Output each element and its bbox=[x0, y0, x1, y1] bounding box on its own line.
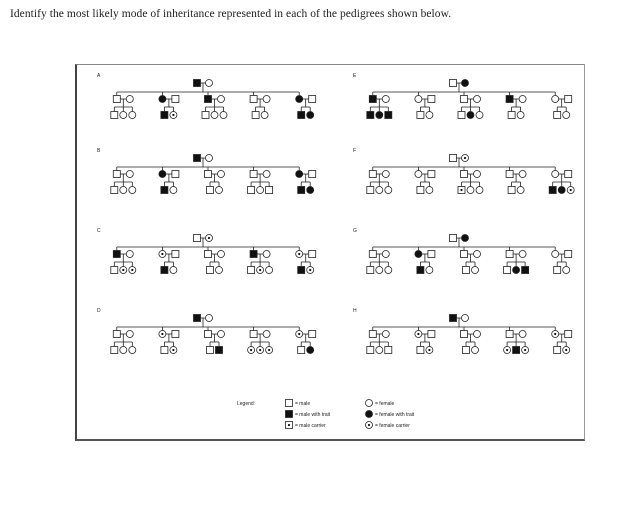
female-symbol bbox=[476, 112, 483, 119]
female-symbol bbox=[126, 331, 133, 338]
affected-female-symbol bbox=[467, 112, 474, 119]
affected-female-symbol bbox=[415, 251, 422, 258]
female-symbol bbox=[552, 96, 559, 103]
male-symbol bbox=[194, 235, 201, 242]
carrier-dot bbox=[122, 269, 124, 271]
female-symbol bbox=[476, 187, 483, 194]
female-symbol bbox=[474, 251, 481, 258]
female-symbol bbox=[129, 187, 136, 194]
male-symbol bbox=[508, 187, 515, 194]
male-symbol bbox=[172, 251, 179, 258]
male-symbol bbox=[266, 187, 273, 194]
male-symbol bbox=[417, 187, 424, 194]
female-symbol bbox=[126, 171, 133, 178]
pedigree-label: B bbox=[97, 148, 101, 154]
male-symbol bbox=[385, 347, 392, 354]
male-symbol bbox=[367, 187, 374, 194]
male-symbol bbox=[463, 347, 470, 354]
male-symbol bbox=[298, 347, 305, 354]
male-symbol bbox=[428, 96, 435, 103]
male-symbol bbox=[172, 96, 179, 103]
pedigree-label: H bbox=[353, 308, 357, 314]
affected-male-symbol bbox=[549, 187, 556, 194]
male-symbol bbox=[161, 347, 168, 354]
pedigree-h bbox=[353, 308, 572, 354]
carrier-dot bbox=[524, 349, 526, 351]
male-symbol bbox=[428, 331, 435, 338]
affected-male-symbol bbox=[369, 96, 376, 103]
legend-item-label: = male bbox=[295, 401, 311, 407]
male-symbol bbox=[428, 171, 435, 178]
male-symbol bbox=[554, 347, 561, 354]
male-symbol bbox=[205, 171, 212, 178]
female-symbol bbox=[382, 171, 389, 178]
male-symbol bbox=[461, 251, 468, 258]
pedigree-label: A bbox=[97, 73, 101, 79]
female-symbol bbox=[519, 171, 526, 178]
carrier-dot bbox=[368, 424, 370, 426]
female-symbol bbox=[216, 187, 223, 194]
male-symbol bbox=[369, 171, 376, 178]
female-symbol bbox=[552, 171, 559, 178]
carrier-dot bbox=[288, 424, 290, 426]
female-symbol bbox=[218, 331, 225, 338]
affected-male-symbol bbox=[298, 187, 305, 194]
male-symbol bbox=[111, 187, 118, 194]
male-symbol bbox=[417, 347, 424, 354]
affected-female-symbol bbox=[462, 80, 469, 87]
female-symbol bbox=[120, 112, 127, 119]
male-symbol bbox=[554, 112, 561, 119]
carrier-dot bbox=[554, 333, 556, 335]
affected-male-symbol bbox=[194, 80, 201, 87]
affected-male-symbol bbox=[286, 411, 293, 418]
affected-male-symbol bbox=[298, 112, 305, 119]
male-symbol bbox=[248, 187, 255, 194]
carrier-dot bbox=[250, 349, 252, 351]
carrier-dot bbox=[565, 349, 567, 351]
male-symbol bbox=[111, 347, 118, 354]
male-symbol bbox=[250, 96, 257, 103]
affected-male-symbol bbox=[417, 267, 424, 274]
female-symbol bbox=[376, 347, 383, 354]
affected-male-symbol bbox=[216, 347, 223, 354]
female-symbol bbox=[467, 187, 474, 194]
affected-female-symbol bbox=[307, 112, 314, 119]
carrier-dot bbox=[570, 189, 572, 191]
pedigree-label: F bbox=[353, 148, 357, 154]
male-symbol bbox=[450, 80, 457, 87]
male-symbol bbox=[417, 112, 424, 119]
male-symbol bbox=[111, 267, 118, 274]
female-symbol bbox=[126, 96, 133, 103]
carrier-dot bbox=[208, 237, 210, 239]
female-symbol bbox=[382, 331, 389, 338]
carrier-dot bbox=[172, 114, 174, 116]
legend-item-label: = female with trait bbox=[375, 412, 415, 418]
female-symbol bbox=[382, 251, 389, 258]
legend-title: Legend: bbox=[237, 401, 256, 407]
legend bbox=[237, 400, 415, 430]
female-symbol bbox=[120, 347, 127, 354]
female-symbol bbox=[519, 251, 526, 258]
male-symbol bbox=[113, 331, 120, 338]
male-symbol bbox=[461, 171, 468, 178]
female-symbol bbox=[415, 96, 422, 103]
male-symbol bbox=[369, 251, 376, 258]
male-symbol bbox=[309, 331, 316, 338]
carrier-dot bbox=[428, 349, 430, 351]
carrier-dot bbox=[298, 253, 300, 255]
female-symbol bbox=[126, 251, 133, 258]
carrier-dot bbox=[464, 157, 466, 159]
female-symbol bbox=[376, 187, 383, 194]
question-text: Identify the most likely mode of inheritance represented in each of the pedigrees shown below. bbox=[10, 8, 452, 20]
pedigree-label: C bbox=[97, 228, 101, 234]
pedigree-label: D bbox=[97, 308, 101, 314]
male-symbol bbox=[565, 96, 572, 103]
legend-item-label: = female carrier bbox=[375, 423, 410, 429]
affected-female-symbol bbox=[366, 411, 373, 418]
male-symbol bbox=[172, 171, 179, 178]
female-symbol bbox=[263, 331, 270, 338]
female-symbol bbox=[216, 267, 223, 274]
pedigree-e bbox=[353, 73, 572, 119]
pedigree-a bbox=[97, 73, 316, 119]
male-symbol bbox=[309, 171, 316, 178]
male-symbol bbox=[554, 267, 561, 274]
female-symbol bbox=[474, 96, 481, 103]
female-symbol bbox=[170, 187, 177, 194]
affected-male-symbol bbox=[450, 315, 457, 322]
affected-male-symbol bbox=[161, 267, 168, 274]
male-symbol bbox=[207, 187, 214, 194]
female-symbol bbox=[206, 155, 213, 162]
male-symbol bbox=[506, 171, 513, 178]
female-symbol bbox=[519, 96, 526, 103]
affected-male-symbol bbox=[205, 96, 212, 103]
male-symbol bbox=[506, 251, 513, 258]
affected-female-symbol bbox=[376, 112, 383, 119]
male-symbol bbox=[450, 155, 457, 162]
male-symbol bbox=[205, 251, 212, 258]
female-symbol bbox=[426, 187, 433, 194]
affected-male-symbol bbox=[385, 112, 392, 119]
pedigree-f bbox=[353, 148, 574, 194]
female-symbol bbox=[376, 267, 383, 274]
female-symbol bbox=[206, 80, 213, 87]
male-symbol bbox=[113, 96, 120, 103]
pedigree-label: E bbox=[353, 73, 357, 79]
affected-female-symbol bbox=[462, 235, 469, 242]
female-symbol bbox=[263, 171, 270, 178]
male-symbol bbox=[428, 251, 435, 258]
carrier-dot bbox=[460, 189, 462, 191]
affected-male-symbol bbox=[194, 315, 201, 322]
male-symbol bbox=[250, 331, 257, 338]
male-symbol bbox=[252, 112, 259, 119]
male-symbol bbox=[565, 171, 572, 178]
legend-item-label: = male carrier bbox=[295, 423, 326, 429]
legend-item-label: = male with trait bbox=[295, 412, 331, 418]
male-symbol bbox=[309, 96, 316, 103]
female-symbol bbox=[517, 187, 524, 194]
pedigree-d bbox=[97, 308, 316, 354]
affected-male-symbol bbox=[298, 267, 305, 274]
male-symbol bbox=[205, 331, 212, 338]
legend-item-label: = female bbox=[375, 401, 395, 407]
affected-male-symbol bbox=[367, 112, 374, 119]
male-symbol bbox=[207, 347, 214, 354]
affected-female-symbol bbox=[159, 171, 166, 178]
pedigree-c bbox=[97, 228, 316, 274]
female-symbol bbox=[474, 331, 481, 338]
carrier-dot bbox=[268, 349, 270, 351]
carrier-dot bbox=[131, 269, 133, 271]
carrier-dot bbox=[298, 333, 300, 335]
female-symbol bbox=[211, 112, 218, 119]
affected-female-symbol bbox=[296, 96, 303, 103]
carrier-dot bbox=[309, 269, 311, 271]
male-symbol bbox=[458, 112, 465, 119]
male-symbol bbox=[202, 112, 209, 119]
female-symbol bbox=[218, 96, 225, 103]
female-symbol bbox=[472, 347, 479, 354]
affected-female-symbol bbox=[159, 96, 166, 103]
pedigree-label: G bbox=[353, 228, 357, 234]
male-symbol bbox=[369, 331, 376, 338]
female-symbol bbox=[266, 267, 273, 274]
female-symbol bbox=[263, 251, 270, 258]
male-symbol bbox=[248, 267, 255, 274]
carrier-dot bbox=[172, 349, 174, 351]
male-symbol bbox=[367, 347, 374, 354]
affected-female-symbol bbox=[307, 187, 314, 194]
affected-female-symbol bbox=[558, 187, 565, 194]
male-symbol bbox=[565, 251, 572, 258]
female-symbol bbox=[366, 400, 373, 407]
female-symbol bbox=[462, 315, 469, 322]
female-symbol bbox=[257, 187, 264, 194]
pedigree-figure bbox=[75, 64, 585, 441]
female-symbol bbox=[120, 187, 127, 194]
female-symbol bbox=[263, 96, 270, 103]
female-symbol bbox=[129, 347, 136, 354]
affected-male-symbol bbox=[522, 267, 529, 274]
female-symbol bbox=[206, 315, 213, 322]
female-symbol bbox=[563, 112, 570, 119]
carrier-dot bbox=[259, 349, 261, 351]
male-symbol bbox=[172, 331, 179, 338]
male-symbol bbox=[309, 251, 316, 258]
affected-female-symbol bbox=[513, 267, 520, 274]
female-symbol bbox=[261, 112, 268, 119]
male-symbol bbox=[367, 267, 374, 274]
female-symbol bbox=[385, 267, 392, 274]
female-symbol bbox=[474, 171, 481, 178]
female-symbol bbox=[552, 251, 559, 258]
female-symbol bbox=[170, 267, 177, 274]
male-symbol bbox=[508, 112, 515, 119]
male-symbol bbox=[506, 331, 513, 338]
male-symbol bbox=[450, 235, 457, 242]
female-symbol bbox=[218, 251, 225, 258]
male-symbol bbox=[286, 400, 293, 407]
carrier-dot bbox=[259, 269, 261, 271]
female-symbol bbox=[563, 267, 570, 274]
affected-male-symbol bbox=[113, 251, 120, 258]
carrier-dot bbox=[161, 333, 163, 335]
male-symbol bbox=[463, 267, 470, 274]
affected-female-symbol bbox=[296, 171, 303, 178]
female-symbol bbox=[385, 187, 392, 194]
female-symbol bbox=[426, 267, 433, 274]
pedigree-g bbox=[353, 228, 572, 274]
pedigree-diagrams bbox=[77, 65, 584, 439]
pedigree-b bbox=[97, 148, 316, 194]
affected-male-symbol bbox=[161, 187, 168, 194]
female-symbol bbox=[129, 112, 136, 119]
affected-female-symbol bbox=[307, 347, 314, 354]
carrier-dot bbox=[417, 333, 419, 335]
male-symbol bbox=[504, 267, 511, 274]
female-symbol bbox=[415, 171, 422, 178]
female-symbol bbox=[218, 171, 225, 178]
affected-male-symbol bbox=[161, 112, 168, 119]
carrier-dot bbox=[161, 253, 163, 255]
female-symbol bbox=[519, 331, 526, 338]
affected-male-symbol bbox=[194, 155, 201, 162]
male-symbol bbox=[111, 112, 118, 119]
female-symbol bbox=[382, 96, 389, 103]
carrier-dot bbox=[506, 349, 508, 351]
female-symbol bbox=[426, 112, 433, 119]
female-symbol bbox=[472, 267, 479, 274]
female-symbol bbox=[517, 112, 524, 119]
affected-male-symbol bbox=[506, 96, 513, 103]
female-symbol bbox=[220, 112, 227, 119]
male-symbol bbox=[461, 96, 468, 103]
male-symbol bbox=[207, 267, 214, 274]
affected-male-symbol bbox=[250, 251, 257, 258]
affected-male-symbol bbox=[513, 347, 520, 354]
male-symbol bbox=[250, 171, 257, 178]
male-symbol bbox=[461, 331, 468, 338]
male-symbol bbox=[113, 171, 120, 178]
male-symbol bbox=[565, 331, 572, 338]
